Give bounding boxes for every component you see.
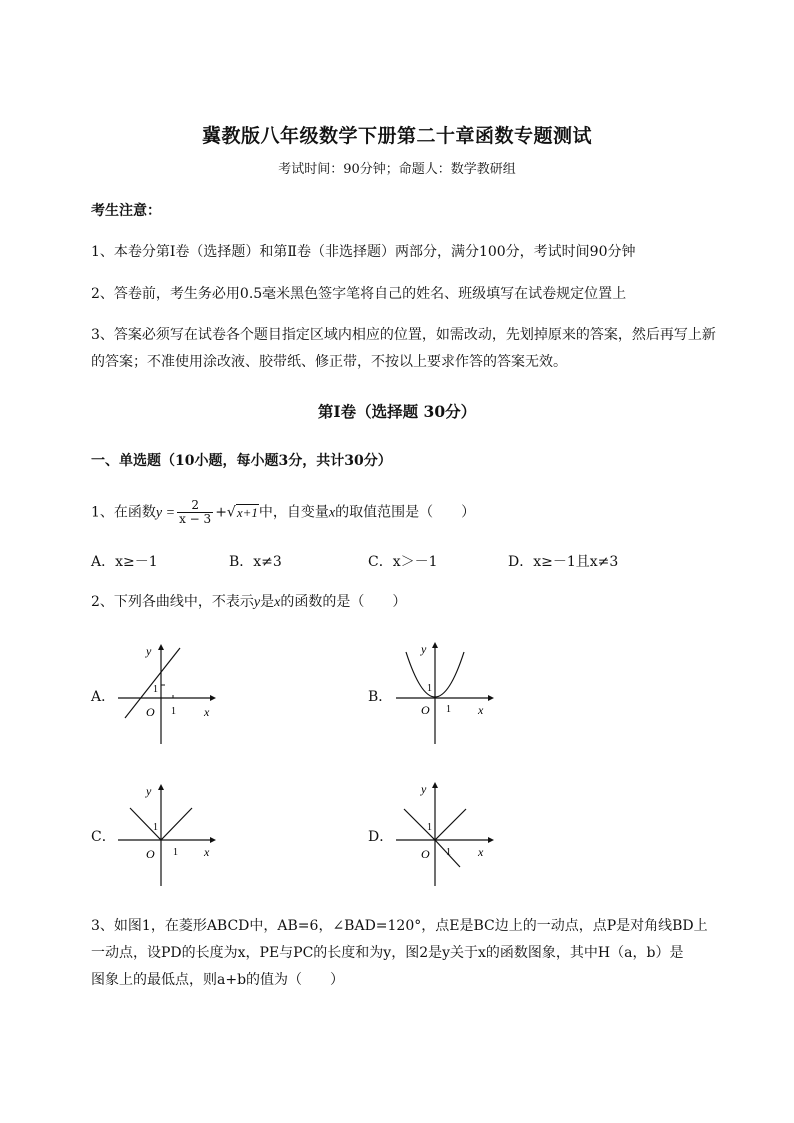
origin-label: O xyxy=(146,847,155,861)
x-axis-arrow-icon xyxy=(210,695,216,701)
question-3-line-1: 3、如图1，在菱形ABCD中，AB=6，∠BAD=120°，点E是BC边上的一动点，点P是对角线BD上 xyxy=(91,918,708,934)
q2-option-d-label: D． xyxy=(368,829,394,845)
x-label: x xyxy=(204,845,210,859)
exam-info: 考试时间：90分钟；命题人：数学教研组 xyxy=(278,162,516,177)
y-label: y xyxy=(421,642,427,656)
q2-x: x xyxy=(274,595,281,610)
notice-item-1: 1、本卷分第I卷（选择题）和第Ⅱ卷（非选择题）两部分，满分100分，考试时间90分钟 xyxy=(91,244,636,260)
x-axis-arrow-icon xyxy=(210,837,216,843)
q2-mid: 是 xyxy=(260,594,275,610)
q1-plus: + xyxy=(215,504,227,521)
question-1-stem xyxy=(91,499,475,526)
y-axis-arrow-icon xyxy=(158,644,164,650)
graph-c xyxy=(110,780,220,888)
x-tick-one: 1 xyxy=(173,847,178,858)
q1-fraction xyxy=(177,499,213,526)
y-axis-arrow-icon xyxy=(432,642,438,648)
q1-prefix: 1、在函数 xyxy=(91,504,156,521)
q2-tail: 的函数的是（ ） xyxy=(280,594,407,610)
notice-item-3: 3、答案必须写在试卷各个题目指定区域内相应的位置，如需改动，先划掉原来的答案，然后再写上新 xyxy=(91,327,716,343)
origin-label: O xyxy=(146,705,155,719)
y-label: y xyxy=(421,782,427,796)
graph-b xyxy=(388,638,498,746)
q2-y: y xyxy=(253,595,261,610)
q1-option-a: A．x≥－1 xyxy=(91,554,158,570)
part-heading: 一、单选题（10小题，每小题3分，共计30分） xyxy=(91,453,392,469)
q1-option-d: D．x≥－1且x≠3 xyxy=(508,554,619,570)
notice-item-2: 2、答卷前，考生务必用0.5毫米黑色签字笔将自己的姓名、班级填写在试卷规定位置上 xyxy=(91,286,627,302)
page-title: 冀教版八年级数学下册第二十章函数专题测试 xyxy=(201,125,592,147)
x-tick-one: 1 xyxy=(446,704,451,715)
q1-frac-den: x − 3 xyxy=(179,512,212,526)
question-3-line-3: 图象上的最低点，则a+b的值为（ ） xyxy=(91,972,345,988)
y-label: y xyxy=(146,644,152,658)
q1-y-eq: y = xyxy=(155,505,176,521)
origin-label: O xyxy=(421,703,430,717)
q1-sqrt-body: x+1 xyxy=(236,504,258,520)
y-label: y xyxy=(146,784,152,798)
q1-var: x xyxy=(328,505,336,521)
q2-stem-text: 2、下列各曲线中，不表示 xyxy=(91,594,254,610)
q2-option-b-label: B． xyxy=(368,689,393,705)
question-3-line-2: 一动点，设PD的长度为x，PE与PC的长度和为y，图2是y关于x的函数图象，其中H（a，b）是 xyxy=(91,945,684,961)
q2-option-a-label: A． xyxy=(91,689,116,705)
sqrt-sign-icon: √ xyxy=(226,504,236,521)
y-tick-one: 1 xyxy=(153,822,158,833)
origin-label: O xyxy=(421,847,430,861)
y-tick-one: 1 xyxy=(427,683,432,694)
q1-option-b: B．x≠3 xyxy=(229,554,282,570)
x-tick-one: 1 xyxy=(171,706,176,717)
y-tick-one: 1 xyxy=(427,822,432,833)
q1-option-c: C．x＞－1 xyxy=(368,554,438,570)
question-2-stem xyxy=(91,592,406,613)
x-label: x xyxy=(204,705,210,719)
x-label: x xyxy=(478,703,484,717)
y-tick-one: 1 xyxy=(153,684,158,695)
y-axis-arrow-icon xyxy=(158,784,164,790)
q1-suffix: 中，自变量 xyxy=(258,504,329,521)
y-axis-arrow-icon xyxy=(432,782,438,788)
x-axis-arrow-icon xyxy=(488,695,494,701)
q2-option-c-label: C． xyxy=(91,829,116,845)
graph-a xyxy=(110,640,220,746)
q1-suffix2: 的取值范围是（ ） xyxy=(335,504,476,521)
x-label: x xyxy=(478,845,484,859)
section-title: 第I卷（选择题 30分） xyxy=(317,402,477,421)
x-axis-arrow-icon xyxy=(488,837,494,843)
q1-frac-num: 2 xyxy=(177,499,213,513)
graph-d xyxy=(388,778,498,888)
x-tick-one: 1 xyxy=(446,847,451,858)
notice-heading: 考生注意： xyxy=(91,203,161,219)
notice-item-3-cont: 的答案；不准使用涂改液、胶带纸、修正带，不按以上要求作答的答案无效。 xyxy=(91,354,567,370)
